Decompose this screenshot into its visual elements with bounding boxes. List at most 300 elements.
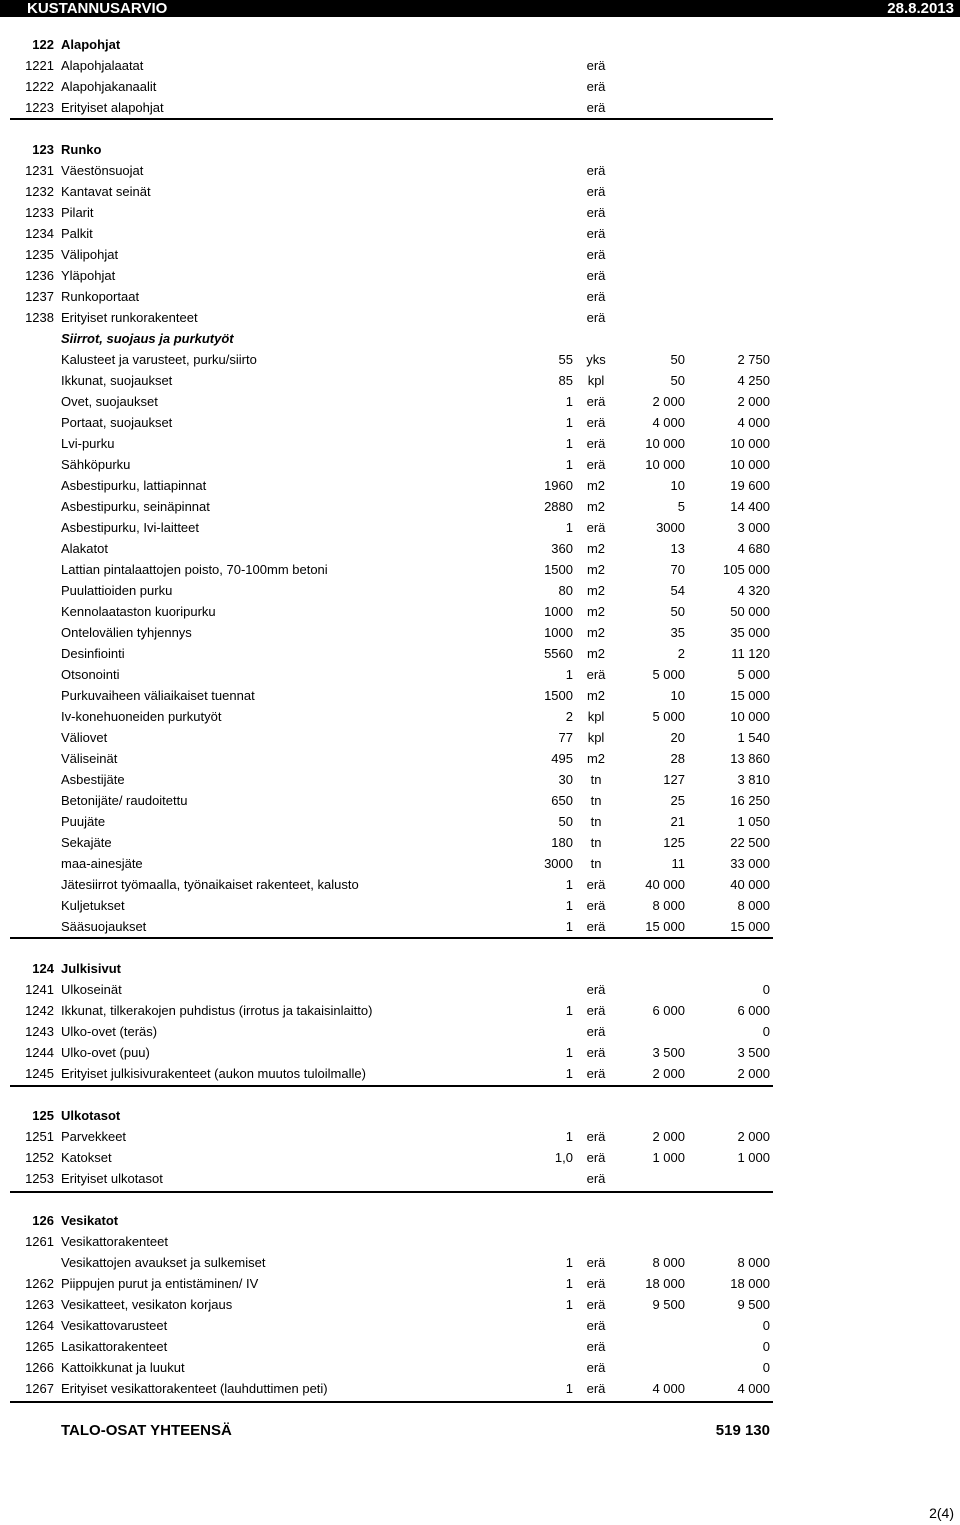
item-total: 0: [762, 1024, 770, 1039]
item-description: Väestönsuojat: [61, 163, 144, 178]
item-unit: kpl: [587, 373, 605, 388]
item-quantity: 1: [565, 1276, 573, 1291]
item-code: 1235: [25, 247, 54, 262]
item-total: 11 120: [731, 646, 770, 661]
item-unit-price: 5 000: [652, 667, 685, 682]
item-unit: erä: [586, 877, 606, 892]
table-row: [0, 393, 960, 411]
item-unit: erä: [586, 268, 606, 283]
item-unit-price: 35: [670, 625, 685, 640]
item-unit-price: 2: [677, 646, 685, 661]
item-description: Alapohjalaatat: [61, 58, 144, 73]
item-description: Alakatot: [61, 541, 108, 556]
table-row: [0, 351, 960, 369]
item-quantity: 1: [565, 394, 573, 409]
item-description: Kalusteet ja varusteet, purku/siirto: [61, 352, 257, 367]
item-unit: erä: [586, 1255, 606, 1270]
item-unit: tn: [590, 793, 602, 808]
item-total: 15 000: [730, 688, 770, 703]
item-code: 1222: [25, 79, 54, 94]
item-code: 1236: [25, 268, 54, 283]
section-heading-row: [0, 141, 960, 159]
item-quantity: 1: [565, 877, 573, 892]
item-unit: erä: [586, 436, 606, 451]
item-unit-price: 6 000: [652, 1003, 685, 1018]
item-description: Ulko-ovet (puu): [61, 1045, 150, 1060]
item-unit: tn: [590, 814, 602, 829]
item-unit: erä: [586, 226, 606, 241]
item-unit: erä: [586, 247, 606, 262]
item-unit-price: 125: [663, 835, 685, 850]
table-row: [0, 309, 960, 327]
item-unit: m2: [586, 583, 606, 598]
document-date: 28.8.2013: [887, 0, 954, 17]
item-total: 3 000: [737, 520, 770, 535]
item-description: Portaat, suojaukset: [61, 415, 173, 430]
item-unit: erä: [586, 1381, 606, 1396]
table-row: [0, 540, 960, 558]
item-description: Ulkotasot: [61, 1108, 121, 1123]
item-unit: erä: [586, 205, 606, 220]
item-total: 0: [762, 1360, 770, 1375]
item-unit-price: 3 500: [652, 1045, 685, 1060]
item-description: Ovet, suojaukset: [61, 394, 158, 409]
table-row: [0, 183, 960, 201]
item-description: Vesikatteet, vesikaton korjaus: [61, 1297, 233, 1312]
item-unit-price: 10 000: [645, 457, 685, 472]
item-total: 0: [762, 1318, 770, 1333]
item-unit-price: 10: [670, 688, 685, 703]
item-quantity: 5560: [544, 646, 573, 661]
item-unit: kpl: [587, 709, 605, 724]
item-total: 8 000: [737, 1255, 770, 1270]
item-quantity: 1: [565, 667, 573, 682]
table-row: [0, 813, 960, 831]
section-heading-row: [0, 960, 960, 978]
item-unit-price: 54: [670, 583, 685, 598]
table-row: [0, 162, 960, 180]
item-total: 10 000: [730, 709, 770, 724]
table-row: [0, 519, 960, 537]
item-unit-price: 11: [671, 856, 685, 871]
item-description: Runkoportaat: [61, 289, 140, 304]
table-row: [0, 246, 960, 264]
item-description: Parvekkeet: [61, 1129, 127, 1144]
item-total: 1 540: [737, 730, 770, 745]
item-quantity: 1500: [544, 562, 573, 577]
item-unit-price: 5 000: [652, 709, 685, 724]
item-total: 2 000: [737, 1129, 770, 1144]
grand-total-value: 519 130: [715, 1422, 770, 1439]
item-quantity: 85: [558, 373, 573, 388]
item-quantity: 180: [551, 835, 573, 850]
table-row: [0, 204, 960, 222]
table-row: [0, 267, 960, 285]
item-unit: erä: [586, 520, 606, 535]
item-description: Alapohjat: [61, 37, 121, 52]
item-description: Kuljetukset: [61, 898, 125, 913]
item-unit: erä: [586, 1276, 606, 1291]
item-total: 1 050: [737, 814, 770, 829]
section-heading-row: [0, 1107, 960, 1125]
table-row: [0, 372, 960, 390]
section-divider: [10, 118, 773, 120]
item-description: Desinfiointi: [61, 646, 125, 661]
item-total: 3 810: [737, 772, 770, 787]
table-row: [0, 582, 960, 600]
item-unit: erä: [586, 1339, 606, 1354]
item-description: Ikkunat, tilkerakojen puhdistus (irrotus ja takaisinlaitto): [61, 1003, 373, 1018]
item-unit: erä: [586, 394, 606, 409]
table-row: [0, 834, 960, 852]
item-unit: erä: [586, 1318, 606, 1333]
item-description: Ontelovälien tyhjennys: [61, 625, 192, 640]
table-row: [0, 456, 960, 474]
item-unit: erä: [586, 79, 606, 94]
item-code: 1267: [25, 1381, 54, 1396]
item-code: 123: [32, 142, 54, 157]
table-row: [0, 981, 960, 999]
item-total: 16 250: [730, 793, 770, 808]
item-description: Erityiset vesikattorakenteet (lauhduttimen peti): [61, 1381, 328, 1396]
item-description: maa-ainesjäte: [61, 856, 143, 871]
item-quantity: 55: [558, 352, 573, 367]
table-row: [0, 414, 960, 432]
item-total: 19 600: [730, 478, 770, 493]
table-row: [0, 225, 960, 243]
item-description: Asbestipurku, lattiapinnat: [61, 478, 207, 493]
item-code: 122: [32, 37, 54, 52]
item-unit: erä: [586, 415, 606, 430]
item-quantity: 1: [565, 1045, 573, 1060]
item-unit-price: 50: [670, 373, 685, 388]
table-row: [0, 855, 960, 873]
item-quantity: 1960: [544, 478, 573, 493]
item-unit: erä: [586, 184, 606, 199]
item-quantity: 1: [565, 1255, 573, 1270]
item-description: Pilarit: [61, 205, 94, 220]
item-total: 10 000: [730, 436, 770, 451]
table-row: [0, 1044, 960, 1062]
item-total: 2 750: [737, 352, 770, 367]
item-description: Kennolaataston kuoripurku: [61, 604, 216, 619]
item-code: 1253: [25, 1171, 54, 1186]
item-total: 2 000: [737, 1066, 770, 1081]
item-code: 1242: [25, 1003, 54, 1018]
item-total: 35 000: [730, 625, 770, 640]
table-row: [0, 1254, 960, 1272]
table-row: [0, 1233, 960, 1251]
item-total: 4 000: [737, 1381, 770, 1396]
item-total: 13 860: [730, 751, 770, 766]
item-unit-price: 5: [677, 499, 685, 514]
item-code: 1252: [25, 1150, 54, 1165]
item-unit-price: 70: [670, 562, 685, 577]
table-row: [0, 1065, 960, 1083]
item-unit-price: 3000: [656, 520, 685, 535]
item-description: Erityiset alapohjat: [61, 100, 164, 115]
item-unit-price: 2 000: [652, 394, 685, 409]
item-description: Asbestipurku, seinäpinnat: [61, 499, 210, 514]
item-unit-price: 10 000: [645, 436, 685, 451]
table-row: [0, 1338, 960, 1356]
item-description: Jätesiirrot työmaalla, työnaikaiset rakenteet, kalusto: [61, 877, 359, 892]
item-total: 0: [762, 1339, 770, 1354]
table-row: [0, 897, 960, 915]
item-quantity: 1: [565, 1003, 573, 1018]
item-description: Erityiset julkisivurakenteet (aukon muutos tuloilmalle): [61, 1066, 366, 1081]
item-unit: erä: [586, 310, 606, 325]
item-quantity: 360: [551, 541, 573, 556]
item-total: 4 000: [737, 415, 770, 430]
item-unit: erä: [586, 1129, 606, 1144]
item-unit: erä: [586, 163, 606, 178]
table-row: [0, 1002, 960, 1020]
item-quantity: 1000: [544, 625, 573, 640]
item-total: 2 000: [737, 394, 770, 409]
item-code: 1231: [25, 163, 54, 178]
item-quantity: 1: [565, 1066, 573, 1081]
item-description: Välipohjat: [61, 247, 119, 262]
item-description: Kantavat seinät: [61, 184, 151, 199]
table-row: [0, 1296, 960, 1314]
item-unit: erä: [586, 457, 606, 472]
item-quantity: 650: [551, 793, 573, 808]
subsection-heading-row: [0, 330, 960, 348]
item-quantity: 1: [565, 415, 573, 430]
item-code: 1232: [25, 184, 54, 199]
table-row: [0, 99, 960, 117]
item-code: 1241: [25, 982, 54, 997]
item-unit-price: 1 000: [652, 1150, 685, 1165]
item-unit-price: 8 000: [652, 898, 685, 913]
item-total: 40 000: [730, 877, 770, 892]
item-unit-price: 2 000: [652, 1066, 685, 1081]
table-row: [0, 435, 960, 453]
item-description: Yläpohjat: [61, 268, 116, 283]
item-quantity: 80: [558, 583, 573, 598]
item-description: Piippujen purut ja entistäminen/ IV: [61, 1276, 259, 1291]
item-total: 10 000: [730, 457, 770, 472]
item-quantity: 50: [558, 814, 573, 829]
item-unit: tn: [590, 856, 602, 871]
item-unit-price: 40 000: [645, 877, 685, 892]
item-code: 1264: [25, 1318, 54, 1333]
item-unit: m2: [586, 562, 606, 577]
section-divider: [10, 1085, 773, 1087]
item-description: Betonijäte/ raudoitettu: [61, 793, 188, 808]
item-unit: erä: [586, 1360, 606, 1375]
item-code: 1266: [25, 1360, 54, 1375]
item-unit-price: 20: [670, 730, 685, 745]
item-description: Sähköpurku: [61, 457, 131, 472]
item-description: Vesikattorakenteet: [61, 1234, 168, 1249]
item-unit: erä: [586, 1150, 606, 1165]
item-code: 1261: [25, 1234, 54, 1249]
item-description: Sekajäte: [61, 835, 112, 850]
item-quantity: 1: [565, 520, 573, 535]
section-heading-row: [0, 1212, 960, 1230]
item-unit: erä: [586, 919, 606, 934]
item-description: Puulattioiden purku: [61, 583, 173, 598]
item-description: Otsonointi: [61, 667, 120, 682]
item-code: 1223: [25, 100, 54, 115]
table-row: [0, 771, 960, 789]
item-total: 6 000: [737, 1003, 770, 1018]
item-description: Väliovet: [61, 730, 108, 745]
item-description: Erityiset ulkotasot: [61, 1171, 163, 1186]
item-code: 126: [32, 1213, 54, 1228]
section-divider: [10, 1401, 773, 1403]
item-quantity: 1: [565, 1381, 573, 1396]
item-description: Erityiset runkorakenteet: [61, 310, 198, 325]
item-code: 1238: [25, 310, 54, 325]
item-quantity: 1: [565, 1297, 573, 1312]
item-description: Palkit: [61, 226, 93, 241]
item-unit: tn: [590, 772, 602, 787]
item-description: Asbestipurku, Ivi-laitteet: [61, 520, 200, 535]
item-description: Vesikatot: [61, 1213, 119, 1228]
item-unit: erä: [586, 1003, 606, 1018]
table-row: [0, 876, 960, 894]
item-quantity: 495: [551, 751, 573, 766]
item-unit: erä: [586, 982, 606, 997]
item-unit-price: 28: [670, 751, 685, 766]
item-total: 9 500: [737, 1297, 770, 1312]
item-unit: m2: [586, 646, 606, 661]
item-total: 4 250: [737, 373, 770, 388]
item-description: Kattoikkunat ja luukut: [61, 1360, 185, 1375]
item-code: 124: [32, 961, 54, 976]
item-unit-price: 127: [663, 772, 685, 787]
item-description: Purkuvaiheen väliaikaiset tuennat: [61, 688, 255, 703]
item-unit: kpl: [587, 730, 605, 745]
item-unit: m2: [586, 541, 606, 556]
table-row: [0, 1023, 960, 1041]
table-row: [0, 561, 960, 579]
item-description: Lvi-purku: [61, 436, 115, 451]
item-unit: m2: [586, 499, 606, 514]
item-unit-price: 10: [670, 478, 685, 493]
item-unit: erä: [586, 667, 606, 682]
item-unit-price: 18 000: [645, 1276, 685, 1291]
table-row: [0, 1128, 960, 1146]
item-description: Runko: [61, 142, 102, 157]
document-title: KUSTANNUSARVIO: [27, 0, 168, 17]
table-row: [0, 288, 960, 306]
item-description: Ulkoseinät: [61, 982, 122, 997]
item-description: Sääsuojaukset: [61, 919, 147, 934]
item-code: 1233: [25, 205, 54, 220]
item-description: Ikkunat, suojaukset: [61, 373, 173, 388]
item-unit-price: 13: [670, 541, 685, 556]
item-total: 50 000: [730, 604, 770, 619]
item-quantity: 1: [565, 1129, 573, 1144]
table-row: [0, 603, 960, 621]
item-unit-price: 25: [670, 793, 685, 808]
item-code: 1234: [25, 226, 54, 241]
item-code: 1245: [25, 1066, 54, 1081]
item-quantity: 1: [565, 436, 573, 451]
table-row: [0, 1359, 960, 1377]
item-code: 1265: [25, 1339, 54, 1354]
item-unit-price: 2 000: [652, 1129, 685, 1144]
item-unit: tn: [590, 835, 602, 850]
item-unit: erä: [586, 289, 606, 304]
table-row: [0, 498, 960, 516]
item-description: Siirrot, suojaus ja purkutyöt: [61, 331, 234, 346]
item-quantity: 1000: [544, 604, 573, 619]
item-unit: yks: [586, 352, 606, 367]
item-unit: erä: [586, 1297, 606, 1312]
item-description: Vesikattojen avaukset ja sulkemiset: [61, 1255, 266, 1270]
table-row: [0, 729, 960, 747]
item-description: Lasikattorakenteet: [61, 1339, 168, 1354]
item-total: 3 500: [737, 1045, 770, 1060]
item-description: Julkisivut: [61, 961, 121, 976]
item-description: Puujäte: [61, 814, 106, 829]
table-row: [0, 477, 960, 495]
item-quantity: 2: [565, 709, 573, 724]
section-heading-row: [0, 36, 960, 54]
item-unit: m2: [586, 604, 606, 619]
table-row: [0, 918, 960, 936]
item-quantity: 1: [565, 898, 573, 913]
item-unit-price: 50: [670, 604, 685, 619]
item-code: 1251: [25, 1129, 54, 1144]
item-unit: m2: [586, 625, 606, 640]
item-total: 1 000: [737, 1150, 770, 1165]
table-row: [0, 687, 960, 705]
item-description: Alapohjakanaalit: [61, 79, 157, 94]
item-unit-price: 21: [670, 814, 685, 829]
item-quantity: 3000: [544, 856, 573, 871]
table-row: [0, 792, 960, 810]
item-unit-price: 8 000: [652, 1255, 685, 1270]
item-description: Vesikattovarusteet: [61, 1318, 168, 1333]
item-unit-price: 50: [670, 352, 685, 367]
item-description: Katokset: [61, 1150, 112, 1165]
table-row: [0, 750, 960, 768]
item-quantity: 1: [565, 457, 573, 472]
item-total: 22 500: [730, 835, 770, 850]
item-total: 105 000: [723, 562, 770, 577]
item-description: Ulko-ovet (teräs): [61, 1024, 158, 1039]
item-code: 1243: [25, 1024, 54, 1039]
item-unit: erä: [586, 100, 606, 115]
item-quantity: 77: [558, 730, 573, 745]
item-total: 4 320: [737, 583, 770, 598]
grand-total-label: TALO-OSAT YHTEENSÄ: [61, 1422, 232, 1439]
item-quantity: 1500: [544, 688, 573, 703]
item-code: 1262: [25, 1276, 54, 1291]
item-code: 1237: [25, 289, 54, 304]
item-unit: m2: [586, 478, 606, 493]
item-unit: m2: [586, 751, 606, 766]
table-row: [0, 645, 960, 663]
table-row: [0, 1275, 960, 1293]
table-row: [0, 78, 960, 96]
item-total: 0: [762, 982, 770, 997]
item-code: 1263: [25, 1297, 54, 1312]
item-unit: erä: [586, 58, 606, 73]
item-code: 125: [32, 1108, 54, 1123]
table-row: [0, 666, 960, 684]
page-number: 2(4): [929, 1505, 954, 1521]
item-unit: erä: [586, 898, 606, 913]
item-unit: erä: [586, 1171, 606, 1186]
section-divider: [10, 1191, 773, 1193]
